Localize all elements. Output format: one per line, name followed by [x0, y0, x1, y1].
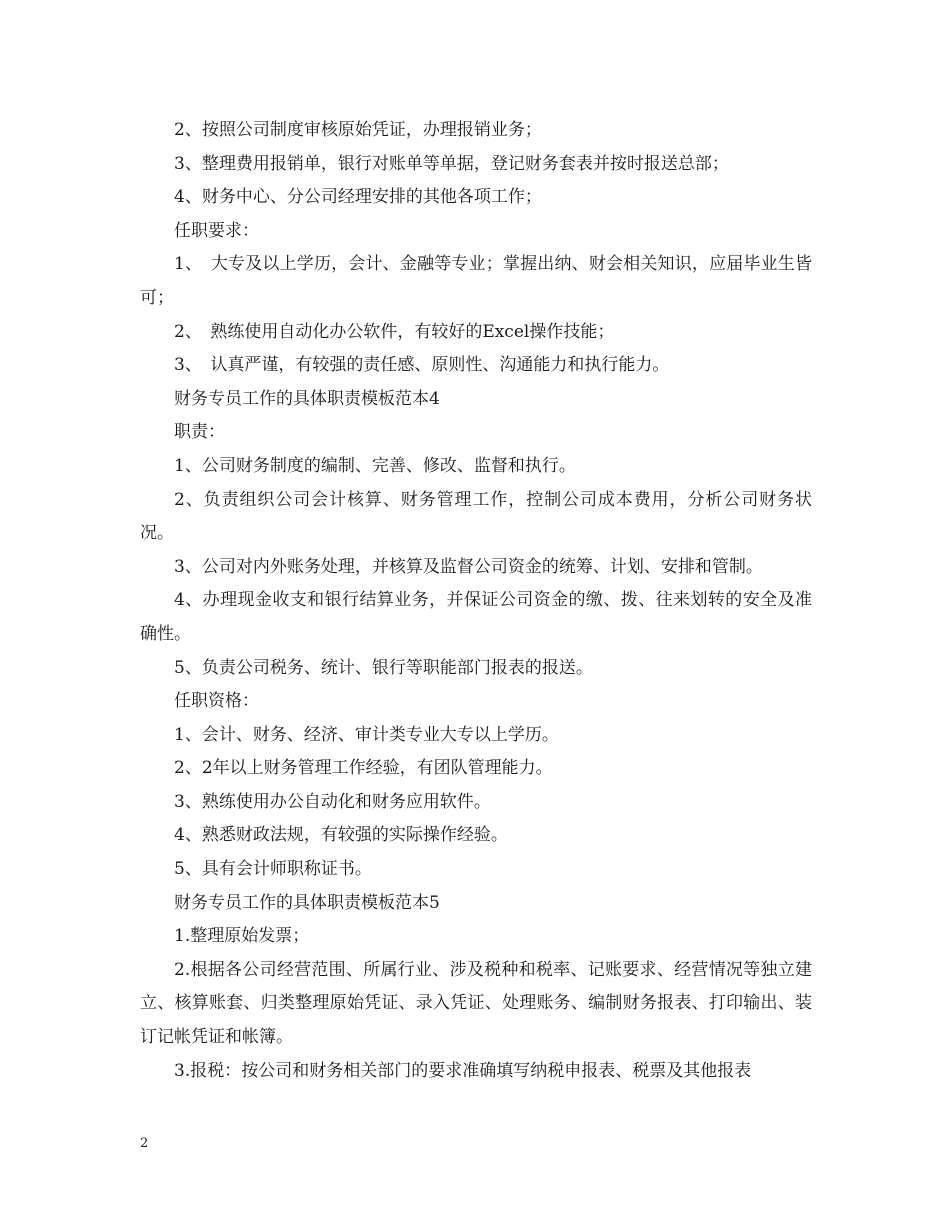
paragraph: 5、具有会计师职称证书。 [174, 859, 372, 880]
paragraph: 1、会计、财务、经济、审计类专业大专以上学历。 [174, 724, 559, 745]
paragraph: 3、 认真严谨，有较强的责任感、原则性、沟通能力和执行能力。 [174, 355, 670, 376]
paragraph: 3.报税：按公司和财务相关部门的要求准确填写纳税申报表、税票及其他报表 [174, 1060, 752, 1081]
paragraph: 1、公司财务制度的编制、完善、修改、监督和执行。 [174, 455, 576, 476]
paragraph: 2、负责组织公司会计核算、财务管理工作，控制公司成本费用，分析公司财务状况。 [140, 489, 812, 544]
paragraph: 2、 熟练使用自动化办公软件，有较好的Excel操作技能； [174, 321, 615, 342]
paragraph: 2、2年以上财务管理工作经验，有团队管理能力。 [174, 758, 553, 779]
paragraph: 1.整理原始发票； [174, 926, 310, 947]
paragraph: 3、熟练使用办公自动化和财务应用软件。 [174, 791, 491, 812]
section-heading: 任职资格： [174, 691, 259, 712]
section-heading: 任职要求： [174, 220, 259, 241]
page-number: 2 [140, 1136, 149, 1151]
paragraph: 2、按照公司制度审核原始凭证，办理报销业务； [174, 120, 542, 140]
section-title: 财务专员工作的具体职责模板范本4 [174, 388, 440, 409]
paragraph: 5、负责公司税务、统计、银行等职能部门报表的报送。 [174, 657, 593, 678]
section-title: 财务专员工作的具体职责模板范本5 [174, 892, 440, 913]
document-body [140, 114, 812, 1088]
paragraph: 4、熟悉财政法规，有较强的实际操作经验。 [174, 825, 508, 846]
paragraph: 4、办理现金收支和银行结算业务，并保证公司资金的缴、拨、往来划转的安全及准确性。 [140, 590, 812, 644]
section-heading: 职责： [174, 422, 225, 443]
paragraph: 2.根据各公司经营范围、所属行业、涉及税种和税率、记账要求、经营情况等独立建立、核算账套、归类整理原始凭证、录入凭证、处理账务、编制财务报表、打印输出、装订记帐凭证和帐簿。 [140, 959, 812, 1048]
paragraph: 3、公司对内外账务处理，并核算及监督公司资金的统筹、计划、安排和管制。 [174, 556, 763, 577]
paragraph: 3、整理费用报销单，银行对账单等单据，登记财务套表并按时报送总部； [174, 153, 729, 174]
paragraph: 1、 大专及以上学历，会计、金融等专业；掌握出纳、财会相关知识，应届毕业生皆可； [140, 254, 812, 308]
paragraph: 4、财务中心、分公司经理安排的其他各项工作； [174, 187, 542, 208]
